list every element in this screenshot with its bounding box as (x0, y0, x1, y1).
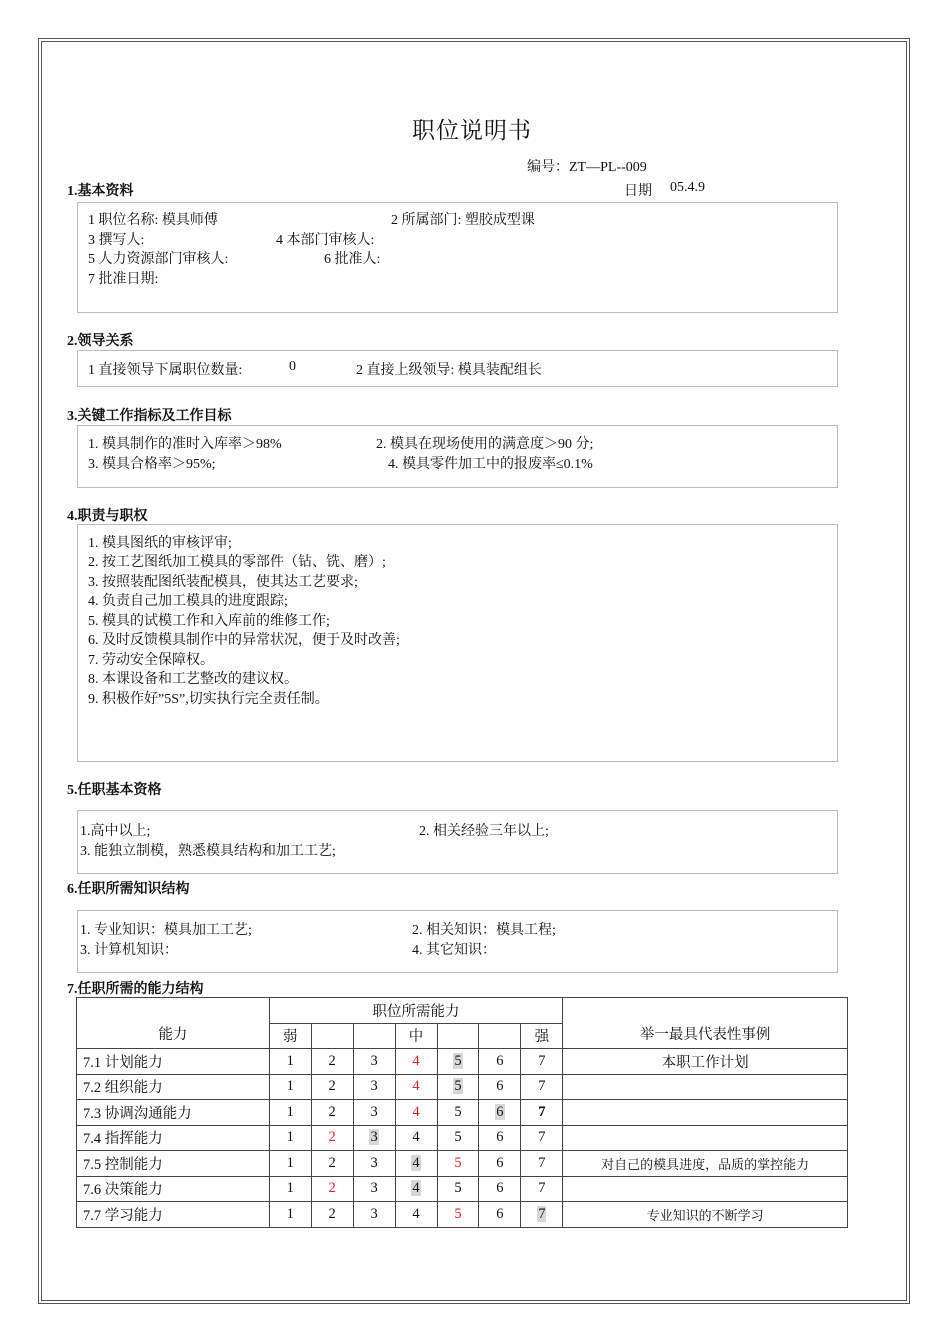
level-self-mark: 5 (454, 1052, 462, 1069)
level-cell: 2 (311, 1202, 353, 1228)
example-header-label: 举一最具代表性事例 (639, 1027, 771, 1043)
date-label: 日期 (624, 184, 652, 199)
level-self-mark: 6 (496, 1103, 504, 1120)
level-cell: 1 (269, 1125, 311, 1151)
date-value: 05.4.9 (670, 180, 705, 195)
section-ability-heading: 7.任职所需的能力结构 (67, 982, 204, 997)
level-cell: 1 (269, 1074, 311, 1100)
approve-date: 7 批准日期: (88, 272, 159, 287)
level-cell (437, 1049, 479, 1075)
ability-name: 7.4 指挥能力 (77, 1125, 270, 1151)
level-cell-required: 5 (437, 1202, 479, 1228)
ability-name: 7.2 组织能力 (77, 1074, 270, 1100)
ability-name: 7.6 决策能力 (77, 1176, 270, 1202)
ability-example: 对自己的模具进度，品质的掌控能力 (563, 1151, 848, 1177)
duty-item: 1. 模具图纸的审核评审; (88, 536, 232, 551)
knowledge-item: 1. 专业知识：模具加工工艺; (80, 923, 252, 938)
ability-row (77, 1125, 848, 1151)
scale-mid: 中 (395, 1023, 437, 1049)
superior: 2 直接上级领导: 模具装配组长 (356, 363, 542, 378)
duty-item: 2. 按工艺图纸加工模具的零部件（钻、铣、磨）; (88, 555, 386, 570)
level-cell: 7 (521, 1176, 563, 1202)
ability-example (563, 1100, 848, 1126)
level-cell: 7 (521, 1049, 563, 1075)
level-cell: 1 (269, 1049, 311, 1075)
level-cell: 7 (521, 1125, 563, 1151)
subordinates-value: 0 (289, 359, 296, 374)
job-name: 1 职位名称: 模具师傅 (88, 213, 218, 228)
kpi-item: 3. 模具合格率＞95%; (88, 457, 216, 472)
level-cell: 1 (269, 1202, 311, 1228)
ability-row (77, 1100, 848, 1126)
ability-example: 专业知识的不断学习 (563, 1202, 848, 1228)
level-cell (353, 1125, 395, 1151)
section-kpi-heading: 3.关键工作指标及工作目标 (67, 409, 232, 424)
section-qualification-heading: 5.任职基本资格 (67, 783, 162, 798)
ability-row (77, 1176, 848, 1202)
level-cell: 7 (521, 1151, 563, 1177)
knowledge-item: 4. 其它知识： (412, 943, 496, 958)
level-cell: 6 (479, 1125, 521, 1151)
kpi-box (77, 425, 838, 488)
level-cell: 3 (353, 1176, 395, 1202)
leadership-box (77, 350, 838, 387)
level-self-mark: 3 (370, 1129, 378, 1146)
level-self-mark: 7 (538, 1205, 546, 1222)
ability-example (563, 1176, 848, 1202)
scale-weak: 弱 (269, 1023, 311, 1049)
duty-item: 9. 积极作好”5S”,切实执行完全责任制。 (88, 692, 329, 707)
level-cell: 2 (311, 1151, 353, 1177)
level-cell: 2 (311, 1074, 353, 1100)
kpi-item: 2. 模具在现场使用的满意度＞90 分; (376, 437, 594, 452)
level-cell: 5 (437, 1125, 479, 1151)
basic-info-box (77, 202, 838, 313)
level-cell (521, 1202, 563, 1228)
duty-item: 5. 模具的试模工作和入库前的维修工作; (88, 614, 330, 629)
kpi-item: 4. 模具零件加工中的报废率≤0.1% (388, 457, 593, 472)
level-cell-required: 2 (311, 1176, 353, 1202)
ability-header (77, 998, 270, 1049)
level-cell: 1 (269, 1100, 311, 1126)
level-cell-required: 4 (395, 1049, 437, 1075)
level-cell: 4 (395, 1202, 437, 1228)
ability-header-row (77, 998, 848, 1024)
ability-table (76, 997, 848, 1228)
level-cell: 1 (269, 1151, 311, 1177)
level-cell: 6 (479, 1202, 521, 1228)
scale-strong: 强 (521, 1023, 563, 1049)
level-cell: 1 (269, 1176, 311, 1202)
duty-item: 6. 及时反馈模具制作中的异常状况，便于及时改善; (88, 633, 400, 648)
ability-name: 7.7 学习能力 (77, 1202, 270, 1228)
level-cell: 2 (311, 1100, 353, 1126)
level-cell: 6 (479, 1074, 521, 1100)
ability-header-label: 能力 (158, 1027, 188, 1043)
kpi-item: 1. 模具制作的准时入库率＞98% (88, 437, 282, 452)
section-leadership-heading: 2.领导关系 (67, 334, 134, 349)
level-cell: 6 (479, 1176, 521, 1202)
ability-example: 本职工作计划 (563, 1049, 848, 1075)
writer: 3 撰写人: (88, 233, 145, 248)
level-cell: 6 (479, 1151, 521, 1177)
qualification-item: 2. 相关经验三年以上; (419, 824, 549, 839)
section-knowledge-heading: 6.任职所需知识结构 (67, 882, 190, 897)
document-title: 职位说明书 (412, 118, 532, 144)
section-basic-info-heading: 1.基本资料 (67, 184, 134, 199)
level-cell-required: 4 (395, 1074, 437, 1100)
level-cell: 3 (353, 1100, 395, 1126)
ability-row (77, 1202, 848, 1228)
level-cell: 7 (521, 1100, 563, 1126)
level-cell (479, 1100, 521, 1126)
level-cell-required: 4 (395, 1100, 437, 1126)
level-cell: 3 (353, 1151, 395, 1177)
ability-row (77, 1049, 848, 1075)
ability-example (563, 1074, 848, 1100)
level-self-mark: 4 (412, 1180, 420, 1197)
duty-item: 7. 劳动安全保障权。 (88, 653, 214, 668)
section-duties-heading: 4.职责与职权 (67, 509, 148, 524)
department: 2 所属部门: 塑胶成型课 (391, 213, 535, 228)
ability-name: 7.3 协调沟通能力 (77, 1100, 270, 1126)
level-cell: 5 (437, 1100, 479, 1126)
knowledge-item: 3. 计算机知识： (80, 943, 178, 958)
scale-blank (479, 1023, 521, 1049)
example-header (563, 998, 848, 1049)
ability-example (563, 1125, 848, 1151)
level-cell: 2 (311, 1049, 353, 1075)
level-self-mark: 4 (412, 1154, 420, 1171)
duties-box (77, 524, 838, 762)
dept-reviewer: 4 本部门审核人: (276, 233, 375, 248)
knowledge-box (77, 910, 838, 973)
level-cell: 3 (353, 1049, 395, 1075)
level-cell (437, 1074, 479, 1100)
level-cell: 3 (353, 1074, 395, 1100)
level-cell: 7 (521, 1074, 563, 1100)
level-self-mark: 5 (454, 1078, 462, 1095)
qualification-box (77, 810, 838, 874)
level-cell: 6 (479, 1049, 521, 1075)
ability-row (77, 1074, 848, 1100)
subordinates-label: 1 直接领导下属职位数量: (88, 363, 243, 378)
duty-item: 8. 本课设备和工艺整改的建议权。 (88, 672, 298, 687)
ability-row (77, 1151, 848, 1177)
scale-blank (311, 1023, 353, 1049)
knowledge-item: 2. 相关知识：模具工程; (412, 923, 556, 938)
duty-item: 4. 负责自己加工模具的进度跟踪; (88, 594, 288, 609)
document-code: 编号：ZT—PL--009 (527, 160, 647, 175)
scale-blank (353, 1023, 395, 1049)
hr-reviewer: 5 人力资源部门审核人: (88, 252, 229, 267)
qualification-item: 3. 能独立制模，熟悉模具结构和加工工艺; (80, 844, 336, 859)
qualification-item: 1.高中以上; (80, 824, 151, 839)
level-cell: 4 (395, 1125, 437, 1151)
level-cell (395, 1151, 437, 1177)
level-cell: 3 (353, 1202, 395, 1228)
approver: 6 批准人: (324, 252, 381, 267)
level-cell (395, 1176, 437, 1202)
level-cell: 5 (437, 1176, 479, 1202)
level-cell-required: 5 (437, 1151, 479, 1177)
ability-name: 7.1 计划能力 (77, 1049, 270, 1075)
required-header: 职位所需能力 (269, 998, 563, 1024)
scale-blank (437, 1023, 479, 1049)
ability-name: 7.5 控制能力 (77, 1151, 270, 1177)
duty-item: 3. 按照装配图纸装配模具，使其达工艺要求; (88, 575, 358, 590)
level-cell-required: 2 (311, 1125, 353, 1151)
